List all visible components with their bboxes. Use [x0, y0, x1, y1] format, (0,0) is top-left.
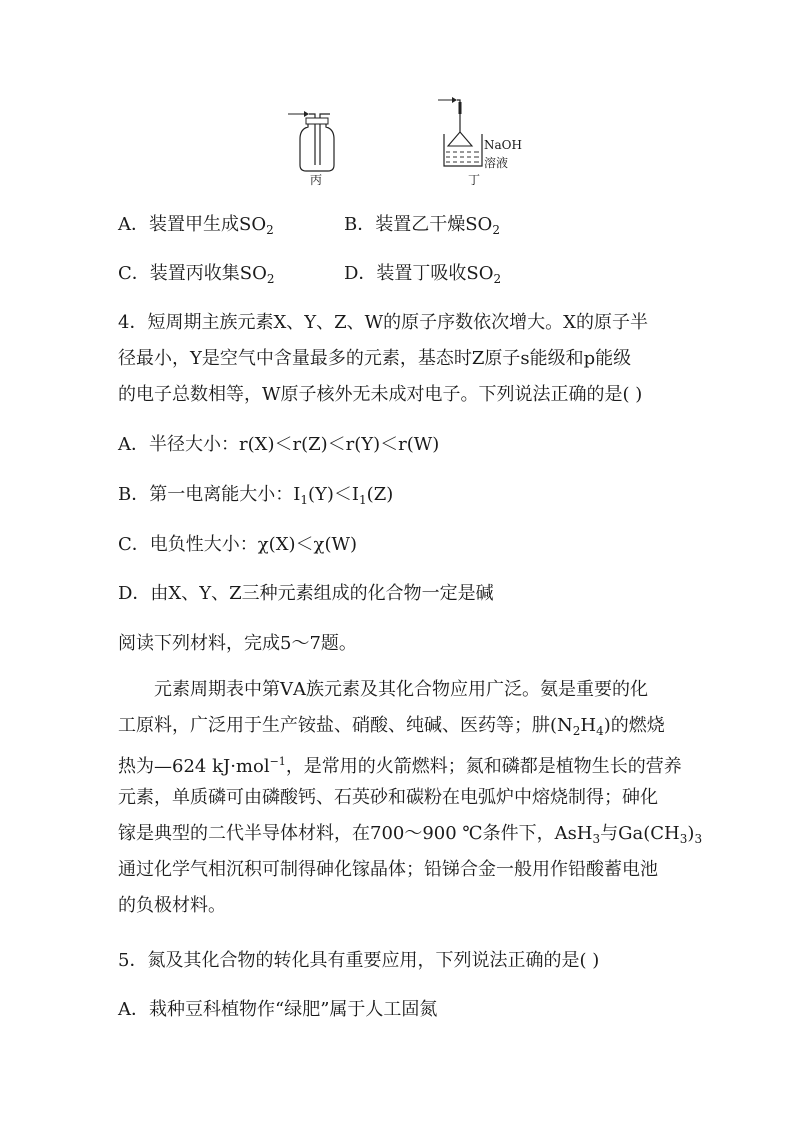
q3-option-a: A．装置甲生成$SO_2$: [118, 214, 274, 237]
figure-label-naoh: NaOH: [484, 138, 522, 152]
q3-option-row-ab: [118, 213, 500, 242]
q4-option-c: C．电负性大小：χ(X)＜χ(W): [118, 534, 357, 555]
material-line-6: 通过化学气相沉积可制得砷化镓晶体；铅锑合金一般用作铅酸蓄电池: [118, 859, 658, 880]
q5-option-a: A．栽种豆科植物作“绿肥”属于人工固氮: [118, 999, 438, 1020]
figure-label-bing: 丙: [310, 173, 323, 187]
q3-option-c: C．装置丙收集$SO_2$: [118, 263, 275, 286]
material-paragraph: [118, 672, 703, 924]
figure-label-solution: 溶液: [484, 156, 509, 170]
q4-option-d: D．由X、Y、Z三种元素组成的化合物一定是碱: [118, 583, 494, 604]
material-line-7: 的负极材料。: [118, 895, 226, 916]
q4-option-a: A．半径大小：r(X)＜r(Z)＜r(Y)＜r(W): [118, 434, 440, 455]
material-line-2: 工原料，广泛用于生产铵盐、硝酸、纯碱、医药等；肼$(N_2H_4)$的燃烧: [118, 715, 665, 738]
naoh-beaker-figure: [432, 94, 492, 174]
material-line-4: 元素，单质磷可由磷酸钙、石英砂和碳粉在电弧炉中熔烧制得；砷化: [118, 787, 658, 808]
reading-intro: 阅读下列材料，完成5～7题。: [118, 633, 357, 654]
material-line-3: 热为—624 kJ·mol$^{-1}$，是常用的火箭燃料；氮和磷都是植物生长的营养: [118, 755, 682, 777]
material-line-5: 镓是典型的二代半导体材料，在700～900 ℃条件下，AsH$_3$与$Ga(CH_3)_3$: [118, 823, 703, 846]
q4-stem-line-3: 的电子总数相等，W原子核外无未成对电子。下列说法正确的是( ): [118, 384, 643, 405]
figure-label-ding: 丁: [468, 173, 481, 187]
q4-stem-line-2: 径最小，Y是空气中含量最多的元素，基态时Z原子s能级和p能级: [118, 348, 632, 369]
q3-option-b: B．装置乙干燥$SO_2$: [344, 214, 500, 237]
q3-option-d: D．装置丁吸收$SO_2$: [344, 263, 502, 286]
q3-option-row-cd: [118, 262, 502, 291]
q5-stem: 5．氮及其化合物的转化具有重要应用，下列说法正确的是( ): [118, 950, 600, 971]
material-line-1: 元素周期表中第ⅤA族元素及其化合物应用广泛。氨是重要的化: [154, 679, 648, 700]
q4-option-b: B．第一电离能大小：$I_1(Y)<I_1(Z)$: [118, 484, 394, 507]
q4-stem-line-1: 4．短周期主族元素X、Y、Z、W的原子序数依次增大。X的原子半: [118, 312, 648, 333]
